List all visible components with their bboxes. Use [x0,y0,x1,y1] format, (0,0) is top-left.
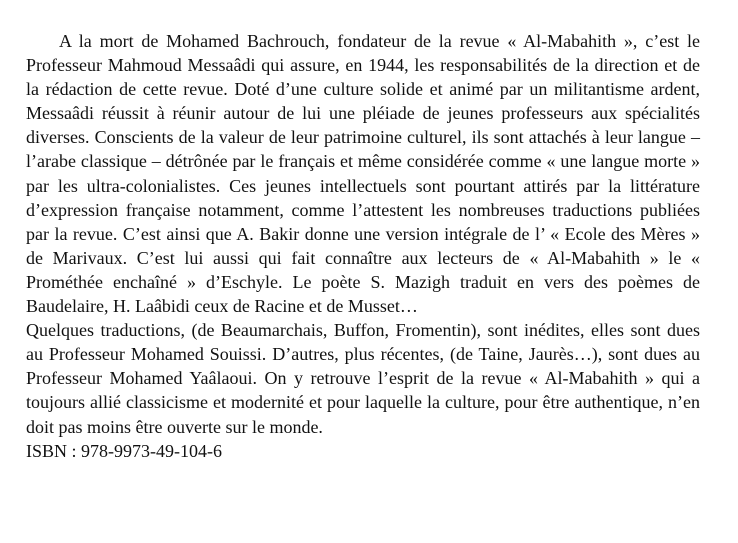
paragraph-traductions: Quelques traductions, (de Beaumarchais, Buffon, Fromentin), sont inédites, elles sont dues au Professeur Mohamed Souissi. D’autres, plus récentes, (de Taine, Jaurès…), sont dues au Professeur Mohamed Yaâlaoui. On y retrouve l’esprit de la revue « Al-Mabahith » qui a toujours allié classicisme et modernité et pour laquelle la culture, pour être authentique, n’en doit pas moins être ouverte sur le monde. [26,320,700,437]
isbn-line: ISBN : 978-9973-49-104-6 [26,440,222,461]
paragraph-bachrouch-messaadi: A la mort de Mohamed Bachrouch, fondateur de la revue « Al-Mabahith », c’est le Professeur Mahmoud Messaâdi qui assure, en 1944, les responsabilités de la direction et de la rédaction de cette revue. Doté d’une culture solide et animé par un militantisme ardent, Messaâdi réussit à réunir autour de lui une pléiade de jeunes professeurs aux spécialités diverses. Conscients de la valeur de leur patrimoine culturel, ils sont attachés à leur langue – l’arabe classique – détrônée par le français et même considérée comme « une langue morte » par les ultra-colonialistes. Ces jeunes intellectuels sont pourtant attirés par la littérature d’expression française notamment, comme l’attestent les nombreuses traductions publiées par la revue. C’est ainsi que A. Bakir donne une version intégrale de l’ « Ecole des Mères » de Marivaux. C’est lui aussi qui fait connaître aux lecteurs de « Al-Mabahith » le « Prométhée enchaîné » d’Eschyle. Le poète S. Mazigh traduit en vers des poèmes de Baudelaire, H. Laâbidi ceux de Racine et de Musset… [26,31,700,317]
document-body [26,29,700,463]
